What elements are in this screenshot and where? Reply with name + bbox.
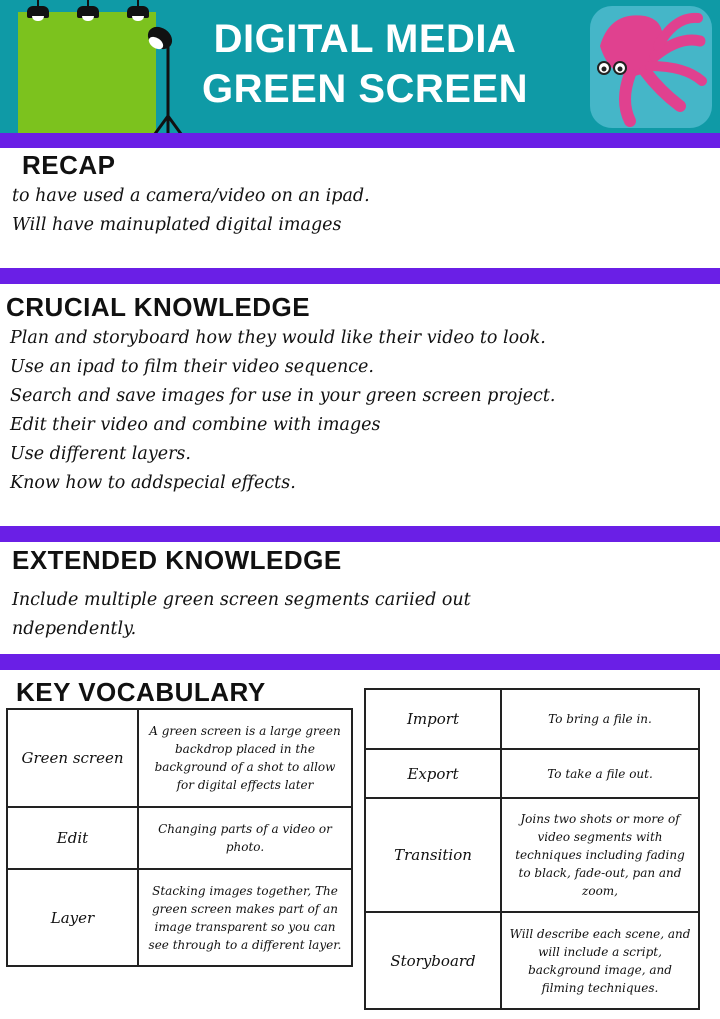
green-screen-backdrop	[18, 12, 156, 133]
vocab-term: Import	[365, 689, 501, 749]
vocab-term: Edit	[7, 807, 138, 869]
extended-knowledge-heading: EXTENDED KNOWLEDGE	[12, 545, 342, 575]
vocab-table-right	[364, 688, 700, 1010]
vocab-definition: Stacking images together, The green screen makes part of an image transparent so you can see through to a different layer.	[138, 869, 352, 966]
table-row	[7, 869, 352, 966]
recap-line: Will have mainuplated digital images	[12, 215, 342, 235]
title-line-2: GREEN SCREEN	[201, 67, 529, 111]
studio-light-icon	[77, 6, 99, 18]
vocab-definition: Joins two shots or more of video segments with techniques including fading to black, fade-out, pan and zoom,	[501, 798, 699, 912]
octopus-app-logo	[590, 6, 712, 128]
table-row	[7, 709, 352, 807]
studio-light-icon	[127, 6, 149, 18]
studio-light-icon	[27, 6, 49, 18]
crucial-line: Plan and storyboard how they would like their video to look.	[10, 328, 546, 348]
section-divider-stripe	[0, 526, 720, 542]
vocab-definition: To take a file out.	[501, 749, 699, 798]
octopus-icon	[590, 6, 712, 128]
crucial-line: Know how to addspecial effects.	[10, 473, 296, 493]
recap-heading: RECAP	[22, 150, 116, 180]
page-title	[200, 14, 530, 114]
vocab-term: Storyboard	[365, 912, 501, 1009]
table-row	[365, 798, 699, 912]
vocab-term: Green screen	[7, 709, 138, 807]
extended-line: Include multiple green screen segments cariied out	[12, 590, 471, 610]
key-vocabulary-heading: KEY VOCABULARY	[16, 677, 266, 707]
extended-line: ndependently.	[12, 619, 137, 639]
crucial-knowledge-heading: CRUCIAL KNOWLEDGE	[6, 292, 311, 322]
vocab-table-left	[6, 708, 353, 967]
vocab-definition: To bring a file in.	[501, 689, 699, 749]
table-row	[7, 807, 352, 869]
vocab-definition: A green screen is a large green backdrop placed in the background of a shot to allow for digital effects later	[138, 709, 352, 807]
crucial-line: Use different layers.	[10, 444, 191, 464]
table-row	[365, 749, 699, 798]
recap-line: to have used a camera/video on an ipad.	[12, 186, 370, 206]
crucial-line: Search and save images for use in your green screen project.	[10, 386, 556, 406]
vocab-term: Export	[365, 749, 501, 798]
section-divider-stripe	[0, 268, 720, 284]
vocab-definition: Changing parts of a video or photo.	[138, 807, 352, 869]
crucial-line: Edit their video and combine with images	[10, 415, 381, 435]
spotlight-stand-icon	[140, 18, 192, 133]
table-row	[365, 912, 699, 1009]
header-divider-stripe	[0, 133, 720, 148]
crucial-line: Use an ipad to film their video sequence.	[10, 357, 374, 377]
vocab-definition: Will describe each scene, and will include a script, background image, and filming techniques.	[501, 912, 699, 1009]
title-line-1: DIGITAL MEDIA	[213, 17, 517, 61]
vocab-term: Transition	[365, 798, 501, 912]
header-banner	[0, 0, 720, 133]
vocab-term: Layer	[7, 869, 138, 966]
table-row	[365, 689, 699, 749]
section-divider-stripe	[0, 654, 720, 670]
